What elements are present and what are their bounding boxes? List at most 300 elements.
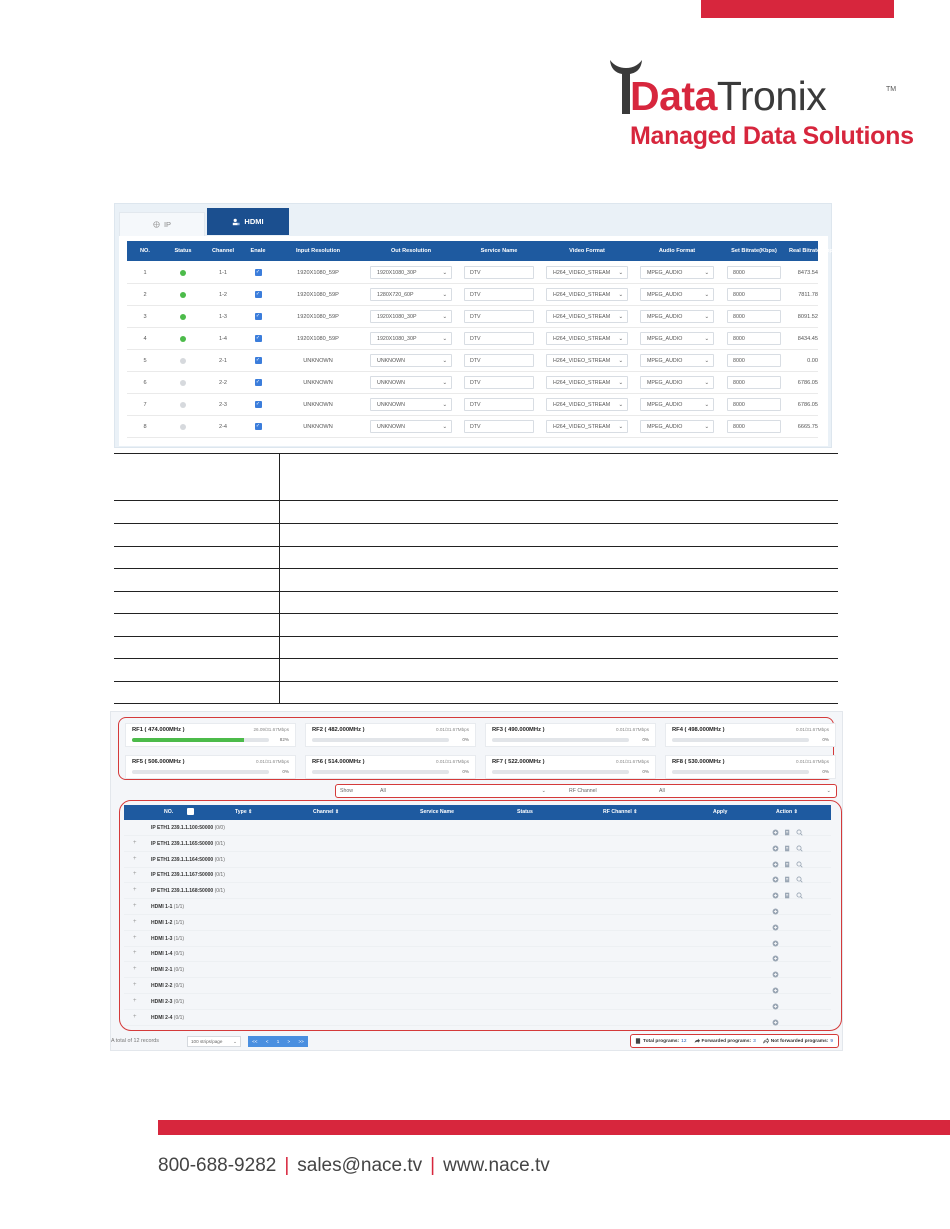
input-resolution: UNKNOWN [303,357,333,364]
enable-cell [243,423,273,430]
row-actions [772,870,803,877]
table-row [127,350,818,372]
audio-format-select[interactable] [640,310,714,323]
service-name-input[interactable] [464,310,534,323]
audio-format-value: MPEG_AUDIO [647,335,683,342]
grid-rule [114,681,838,682]
out-resolution-select[interactable] [370,376,452,389]
out-resolution-value: 1920X1080_30P [377,313,417,320]
grid-rule [114,500,838,501]
out-resolution-value: UNKNOWN [377,357,405,364]
enable-cell [243,291,273,298]
service-name-input[interactable] [464,376,534,389]
list-item [124,946,831,962]
input-resolution: UNKNOWN [303,379,333,386]
globe-icon [153,221,160,228]
enable-cell [243,313,273,320]
audio-format-select[interactable] [640,354,714,367]
status-dot-icon [180,270,186,276]
expand-toggle[interactable]: + [133,982,137,988]
rf-usage-percent: 0% [822,769,829,774]
service-name-cell [459,398,539,411]
edit-document-icon[interactable] [784,855,791,862]
column-header: Set Bitrate(Kbps) [731,248,777,254]
program-source-name: HDMI 2-3 [151,998,173,1005]
row-actions [772,965,779,972]
set-bitrate-input[interactable] [727,354,781,367]
service-name-value: DTV [470,379,481,386]
status-dot-icon [180,336,186,342]
set-bitrate-value: 8000 [733,357,745,364]
audio-format-cell [635,266,719,279]
enable-checkbox[interactable]: ✓ [255,335,261,341]
chevron-down-icon: ⌄ [704,357,709,364]
show-filter-label: Show [340,788,353,794]
chevron-down-icon: ⌄ [826,788,831,794]
rf-usage-percent: 0% [462,737,469,742]
program-source-name: HDMI 1-3 [151,935,173,942]
search-icon[interactable] [796,886,803,893]
video-format-value: H264_VIDEO_STREAM [553,401,611,408]
expand-toggle[interactable]: + [133,1013,137,1020]
service-name-value: DTV [470,335,481,342]
video-format-cell [539,376,635,389]
video-format-value: H264_VIDEO_STREAM [553,291,611,298]
footer-email[interactable]: sales@nace.tv [297,1155,423,1176]
program-source [151,841,225,847]
video-format-value: H264_VIDEO_STREAM [553,313,611,320]
expand-toggle[interactable]: + [133,871,137,878]
grid-rule [114,523,838,524]
add-circle-icon[interactable] [772,981,779,988]
chevron-down-icon: ⌄ [704,269,709,276]
page-nav-button[interactable]: >> [298,1039,304,1044]
service-name-input[interactable] [464,266,534,279]
rf-channel-rate: 0.01/31.67Mbps [796,727,829,732]
list-item [124,836,831,852]
video-format-select[interactable] [546,288,628,301]
rf-channel-name: RF8 ( 530.000MHz ) [672,759,725,765]
video-format-select[interactable] [546,420,628,433]
program-source [151,857,225,863]
set-bitrate-cell [719,310,789,323]
row-actions [772,934,779,941]
page-nav-button[interactable]: 1 [276,1039,280,1044]
audio-format-value: MPEG_AUDIO [647,401,683,408]
hdmi-user-icon [232,218,240,226]
service-name-input[interactable] [464,398,534,411]
video-format-value: H264_VIDEO_STREAM [553,379,611,386]
service-name-input[interactable] [464,420,534,433]
rf-channel-name: RF1 ( 474.000MHz ) [132,727,185,733]
status-dot-icon [180,314,186,320]
table-row [127,394,818,416]
add-circle-icon[interactable] [772,902,779,909]
program-source-count: (1/1) [173,935,185,942]
hdmi-settings-screenshot [114,203,838,448]
list-item [124,962,831,978]
enable-checkbox[interactable]: ✓ [255,357,261,363]
service-name-value: DTV [470,401,481,408]
rf-channel-filter-select[interactable] [659,786,831,796]
set-bitrate-input[interactable] [727,310,781,323]
chevron-down-icon: ⌄ [618,313,623,320]
column-header: Input Resolution [295,248,341,254]
status-cell [163,314,203,320]
out-resolution-select[interactable] [370,288,452,301]
column-header: Service Name [480,248,518,254]
set-bitrate-cell [719,288,789,301]
input-resolution: UNKNOWN [303,423,333,430]
add-circle-icon[interactable] [772,949,779,956]
chevron-down-icon: ⌄ [704,379,709,386]
out-resolution-value: 1920X1080_30P [377,269,417,276]
forwarded-programs-label: Forwarded programs: [701,1038,752,1044]
chevron-down-icon: ⌄ [704,423,709,430]
datatronix-logo [608,52,914,156]
rf-channel-rate: 0.01/31.67Mbps [436,727,469,732]
enable-checkbox[interactable]: ✓ [255,269,261,275]
enable-checkbox[interactable]: ✓ [255,423,261,429]
set-bitrate-input[interactable] [727,288,781,301]
set-bitrate-input[interactable] [727,398,781,411]
table-row [127,284,818,306]
add-circle-icon[interactable] [772,839,779,846]
channel-cell: 1-4 [218,335,228,342]
page-size-value: 100 strips/page [191,1039,223,1044]
search-icon[interactable] [796,855,803,862]
set-bitrate-input[interactable] [727,332,781,345]
rf-channel-card [665,755,836,779]
out-resolution-value: 1920X1080_30P [377,335,417,342]
add-circle-icon[interactable] [772,823,779,830]
set-bitrate-value: 8000 [733,335,745,342]
tab-ip[interactable] [119,212,205,236]
page-nav-button[interactable]: < [265,1039,269,1044]
set-bitrate-cell [719,354,789,367]
program-source [151,983,184,989]
set-bitrate-value: 8000 [733,423,745,430]
footer-phone: 800-688-9282 [158,1155,277,1176]
list-item [124,852,831,868]
real-bitrate: 8434.45 [797,335,818,342]
status-cell [163,292,203,298]
page-nav-button[interactable]: << [252,1039,258,1044]
footer-separator: | [284,1155,290,1176]
footer-separator: | [430,1155,436,1176]
chevron-down-icon: ⌄ [442,357,447,364]
edit-document-icon[interactable] [784,823,791,830]
enable-checkbox[interactable]: ✓ [255,313,261,319]
program-source-count: (0/1) [214,872,225,879]
expand-toggle[interactable]: + [133,966,137,973]
logo-word-data: Data [630,73,717,119]
edit-document-icon[interactable] [784,886,791,893]
audio-format-cell [635,354,719,367]
input-resolution: 1920X1080_59P [297,291,339,298]
show-filter-select[interactable] [380,786,546,796]
video-format-select[interactable] [546,310,628,323]
out-resolution-select[interactable] [370,266,452,279]
program-source [151,825,225,831]
total-programs-label: Total programs: [643,1038,680,1044]
out-resolution-cell [363,398,459,411]
chevron-down-icon: ⌄ [618,357,623,364]
footer-website[interactable]: www.nace.tv [443,1155,550,1176]
set-bitrate-input[interactable] [727,420,781,433]
document-icon [635,1038,641,1044]
col-rf-channel: RF Channel [603,809,632,815]
program-source-name: HDMI 1-2 [151,919,173,926]
hdmi-table-header [127,241,838,261]
program-source-count: (0/1) [173,967,185,974]
status-cell [163,270,203,276]
audio-format-cell [635,420,719,433]
add-circle-icon[interactable] [772,1013,779,1020]
expand-toggle[interactable]: + [133,887,137,894]
column-header: Enale [250,248,266,254]
tab-ip-label: IP [163,220,172,229]
rf-channel-card [305,723,476,747]
out-resolution-value: UNKNOWN [377,379,405,386]
out-resolution-select[interactable] [370,310,452,323]
row-actions [772,949,779,956]
select-all-checkbox[interactable] [187,808,194,815]
program-source-count: (0/1) [173,1014,185,1021]
row-actions [772,823,803,830]
service-name-value: DTV [470,423,481,430]
out-resolution-cell [363,266,459,279]
channel-cell: 1-2 [218,291,228,298]
row-number: 7 [143,401,147,408]
chevron-down-icon: ⌄ [618,335,623,342]
grid-rule [114,613,838,614]
video-format-select[interactable] [546,354,628,367]
rf-channel-rate: 0.01/31.67Mbps [616,727,649,732]
audio-format-cell [635,332,719,345]
out-resolution-value: UNKNOWN [377,401,405,408]
channel-cell: 1-1 [218,269,228,276]
program-source [151,904,184,910]
chevron-down-icon: ⌄ [442,423,447,430]
page-navigation [248,1036,308,1047]
video-format-select[interactable] [546,376,628,389]
col-channel: Channel [313,809,334,815]
audio-format-value: MPEG_AUDIO [647,357,683,364]
table-row [127,372,818,394]
set-bitrate-value: 8000 [733,313,745,320]
rf-channel-card [485,723,656,747]
out-resolution-select[interactable] [370,398,452,411]
enable-checkbox[interactable]: ✓ [255,379,261,385]
program-source-name: HDMI 1-4 [151,951,173,958]
expand-toggle[interactable]: + [133,997,137,1004]
set-bitrate-input[interactable] [727,376,781,389]
video-format-select[interactable] [546,398,628,411]
service-name-input[interactable] [464,332,534,345]
out-resolution-select[interactable] [370,332,452,345]
out-resolution-select[interactable] [370,354,452,367]
out-resolution-select[interactable] [370,420,452,433]
input-resolution: 1920X1080_59P [297,335,339,342]
service-name-cell [459,288,539,301]
chevron-down-icon: ⌄ [442,401,447,408]
edit-document-icon[interactable] [784,870,791,877]
program-source-count: (1/1) [173,904,185,910]
list-item [124,867,831,883]
search-icon[interactable] [796,870,803,877]
logo-word-tronix: Tronix [716,73,827,119]
page-size-select[interactable] [187,1036,241,1047]
program-source [151,951,184,957]
video-format-select[interactable] [546,332,628,345]
show-filter-value: All [380,788,386,794]
rf-usage-percent: 0% [642,769,649,774]
program-source [151,999,184,1005]
rf-usage-percent: 0% [642,737,649,742]
add-circle-icon[interactable] [772,886,779,893]
rf-channel-name: RF3 ( 490.000MHz ) [492,727,545,733]
service-name-input[interactable] [464,354,534,367]
enable-checkbox[interactable]: ✓ [255,291,261,297]
enable-cell [243,269,273,276]
audio-format-select[interactable] [640,288,714,301]
enable-cell [243,357,273,364]
rf-usage-bar [672,770,809,774]
enable-checkbox[interactable]: ✓ [255,401,261,407]
expand-toggle[interactable]: + [133,934,137,941]
grid-rule [114,636,838,637]
audio-format-select[interactable] [640,376,714,389]
set-bitrate-value: 8000 [733,291,745,298]
table-row [127,306,818,328]
column-header: Channel [211,248,235,254]
chevron-down-icon: ⌄ [704,335,709,342]
search-icon[interactable] [796,823,803,830]
chevron-down-icon: ⌄ [442,313,447,320]
add-circle-icon[interactable] [772,965,779,972]
input-resolution: 1920X1080_59P [297,269,339,276]
out-resolution-cell [363,332,459,345]
row-number: 6 [143,379,147,386]
video-format-cell [539,398,635,411]
audio-format-value: MPEG_AUDIO [647,269,683,276]
add-circle-icon[interactable] [772,855,779,862]
rf-channel-rate: 0.01/31.67Mbps [436,759,469,764]
program-source-count: (0/1) [173,983,185,989]
program-source-name: IP ETH1 239.1.1.164:50000 [151,856,214,863]
service-name-input[interactable] [464,288,534,301]
list-item [124,1010,831,1026]
row-actions [772,1013,779,1020]
row-actions [772,997,779,1004]
status-cell [163,424,203,430]
rf-usage-bar [312,738,449,742]
not-forwarded-icon [763,1038,769,1044]
add-circle-icon[interactable] [772,918,779,925]
rf-channel-name: RF4 ( 498.000MHz ) [672,727,725,733]
program-source-name: HDMI 2-4 [151,1014,173,1021]
tab-hdmi[interactable] [207,208,289,235]
audio-format-select[interactable] [640,332,714,345]
not-forwarded-programs-value: 9 [830,1038,834,1044]
row-actions [772,839,803,846]
logo-trademark: TM [886,86,897,93]
list-item [124,915,831,931]
row-number: 5 [143,357,147,364]
edit-document-icon[interactable] [784,839,791,846]
grid-rule [114,591,838,592]
audio-format-select[interactable] [640,398,714,411]
status-dot-icon [180,292,186,298]
search-icon[interactable] [796,839,803,846]
hdmi-channel-panel [119,236,838,446]
channel-cell: 2-2 [218,379,228,386]
real-bitrate: 8473.54 [797,269,818,276]
chevron-down-icon: ⌄ [442,269,447,276]
video-format-select[interactable] [546,266,628,279]
expand-toggle[interactable]: + [133,903,137,909]
grid-rule [114,703,838,704]
audio-format-value: MPEG_AUDIO [647,313,683,320]
grid-rule [114,568,838,569]
expand-toggle[interactable]: + [133,839,137,846]
list-item [124,883,831,899]
expand-toggle[interactable]: + [133,950,137,957]
real-bitrate: 7811.78 [798,291,818,298]
expand-toggle[interactable]: + [133,918,137,925]
page-nav-button[interactable]: > [287,1039,291,1044]
program-source-count: (0/0) [214,825,225,831]
set-bitrate-cell [719,420,789,433]
audio-format-value: MPEG_AUDIO [647,423,683,430]
rf-usage-percent: 0% [462,769,469,774]
channel-cell: 2-4 [218,423,228,430]
rf-channel-card [665,723,836,747]
rf-channel-rate: 0.01/31.67Mbps [256,759,289,764]
forward-arrow-icon [694,1038,700,1044]
expand-toggle[interactable]: + [133,855,137,862]
add-circle-icon[interactable] [772,997,779,1004]
add-circle-icon[interactable] [772,870,779,877]
service-name-value: DTV [470,291,481,298]
set-bitrate-cell [719,376,789,389]
audio-format-select[interactable] [640,266,714,279]
service-name-cell [459,420,539,433]
service-name-cell [459,332,539,345]
program-source-name: HDMI 2-2 [151,983,173,989]
row-number: 8 [143,423,147,430]
add-circle-icon[interactable] [772,934,779,941]
rf-usage-percent: 0% [822,737,829,742]
row-number: 2 [143,291,147,298]
status-dot-icon [180,380,186,386]
out-resolution-value: 1280X720_60P [377,291,414,298]
service-name-value: DTV [470,313,481,320]
out-resolution-cell [363,354,459,367]
video-format-cell [539,288,635,301]
column-header: Video Format [569,248,605,254]
program-source-count: (0/1) [173,951,185,958]
audio-format-select[interactable] [640,420,714,433]
input-resolution: UNKNOWN [303,401,333,408]
row-number: 3 [143,313,147,320]
channel-cell: 2-1 [218,357,228,364]
service-name-value: DTV [470,357,481,364]
program-source-name: HDMI 1-1 [151,904,173,910]
set-bitrate-input[interactable] [727,266,781,279]
program-source-count: (0/1) [214,888,225,895]
